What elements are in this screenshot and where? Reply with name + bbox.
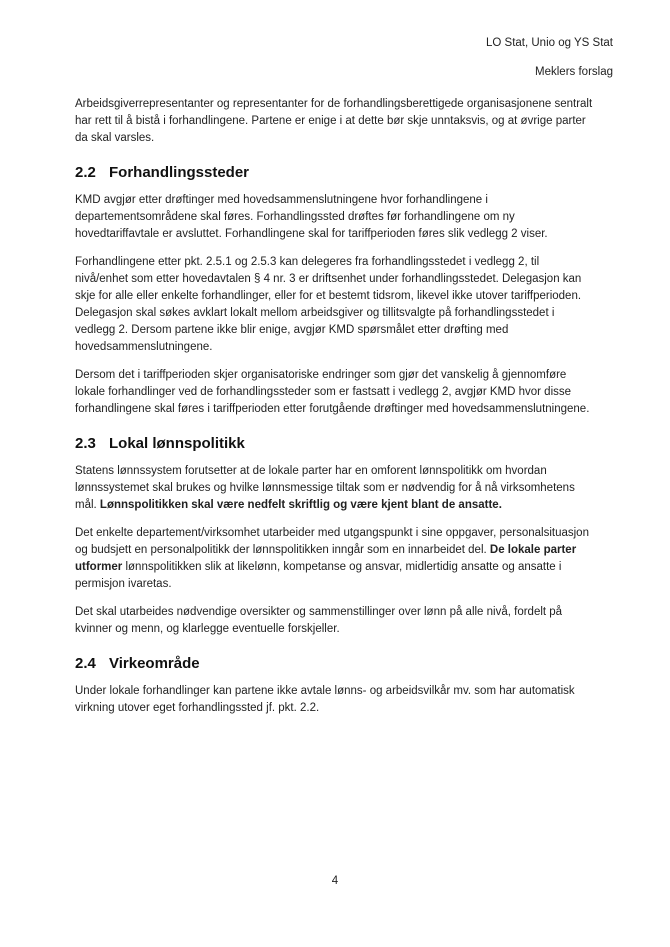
paragraph: Under lokale forhandlinger kan partene ikke avtale lønns- og arbeidsvilkår mv. som har automatisk virkning utover eget forhandlingssted jf. pkt. 2.2. (75, 685, 575, 714)
paragraph: Det skal utarbeides nødvendige oversikter og sammenstillinger over lønn på alle nivå, fordelt på kvinner og menn, og klarlegge eventuelle forskjeller. (75, 606, 563, 635)
section-number: 2.2 (75, 164, 96, 181)
header-proposal: Meklers forslag (535, 66, 613, 78)
paragraph (75, 463, 595, 514)
section-heading-2-2 (75, 163, 595, 183)
section-title: Virkeområde (109, 655, 200, 672)
section-number: 2.3 (75, 435, 96, 452)
bold-text: Lønnspolitikken skal være nedfelt skriftlig og være kjent blant de ansatte. (99, 499, 502, 511)
paragraph (75, 525, 595, 593)
paragraph: Forhandlingene etter pkt. 2.5.1 og 2.5.3 kan delegeres fra forhandlingsstedet i vedlegg 2, til nivå/enhet som etter hovedavtalen § 4 nr. 3 er driftsenhet under forhandlingsstedet. Delegasjon kan skje for alle eller enkelte forhandlinger, eller for et bestemt tidsrom, likevel ikke utover tariffperioden. Delegasjon skal søkes avklart lokalt mellom arbeidsgiver og tillitsvalgte på forhandlingsstedet i vedlegg 2. Dersom partene ikke blir enige, avgjør KMD spørsmålet etter drøfting med hovedsammenslutningene. (75, 256, 582, 353)
paragraph: KMD avgjør etter drøftinger med hovedsammenslutningene hvor forhandlingene i departementsområdene skal føres. Forhandlingssted drøftes før forhandlingene om ny hovedtariffavtale er avsluttet. Forhandlingene skal for tariffperioden føres slik vedlegg 2 viser. (75, 194, 548, 240)
section-number: 2.4 (75, 655, 96, 672)
paragraph: Dersom det i tariffperioden skjer organisatoriske endringer som gjør det vanskelig å gjennomføre lokale forhandlinger ved de forhandlingssteder som er fastsatt i vedlegg 2, avgjør KMD hvor disse forhandlingene skal føres i tariffperioden etter forutgående drøftinger med hovedsammenslutningene. (75, 369, 590, 415)
paragraph-text: lønnspolitikken slik at likelønn, kompetanse og ansvar, midlertidig ansatte og ansatte i permisjon ivaretas. (75, 561, 562, 590)
section-heading-2-4 (75, 654, 595, 674)
section-title: Lokal lønnspolitikk (109, 435, 245, 452)
intro-paragraph: Arbeidsgiverrepresentanter og representanter for de forhandlingsberettigede organisasjonene sentralt har rett til å bistå i forhandlingene. Partene er enige i at dette bør skje unntaksvis, og at øvrige parter da skal varsles. (75, 98, 593, 144)
section-title: Forhandlingssteder (109, 164, 250, 181)
paragraph-text: Det enkelte departement/virksomhet utarbeider med utgangspunkt i sine oppgaver, personalsituasjon og budsjett en personalpolitikk der lønnspolitikken inngår som en innarbeidet del. (75, 527, 589, 556)
bold-text: De lokale parter utformer (75, 544, 577, 573)
section-heading-2-3 (75, 434, 595, 454)
paragraph-text: Statens lønnssystem forutsetter at de lokale parter har en omforent lønnspolitikk om hvordan lønnssystemet skal brukes og hvilke lønnsmessige tiltak som er nødvendig for å nå virksomhetens mål. (75, 465, 575, 511)
page-number: 4 (331, 875, 339, 887)
header-parties: LO Stat, Unio og YS Stat (486, 37, 613, 49)
document-body (75, 96, 595, 728)
